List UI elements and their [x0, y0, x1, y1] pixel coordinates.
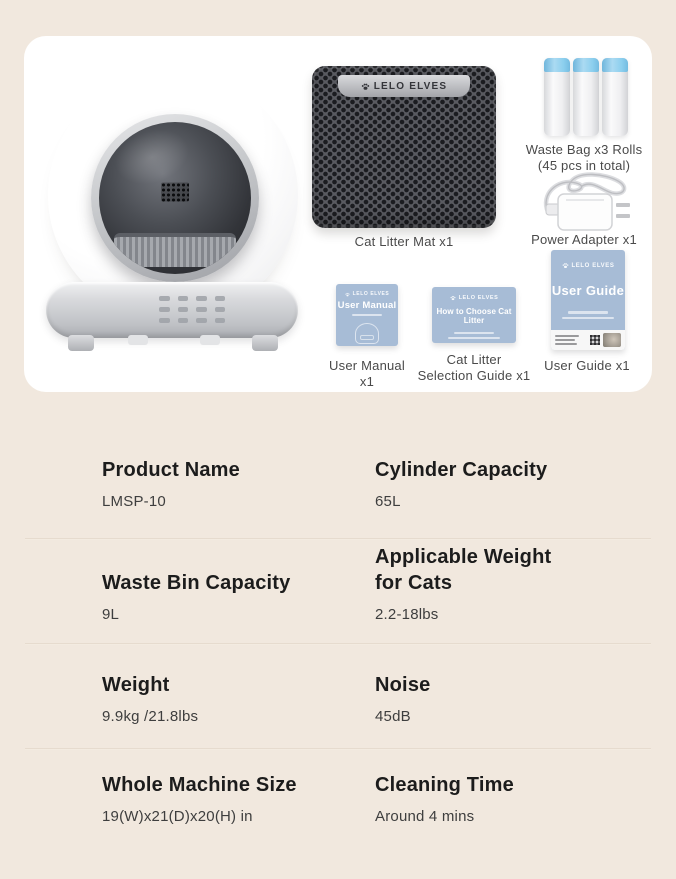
spec-label: Cylinder Capacity [375, 459, 548, 481]
selection-guide-brand [432, 295, 516, 301]
user-guide-text-bar [562, 317, 614, 319]
control-icon [215, 296, 226, 301]
spec-label: Weight [102, 674, 170, 696]
mat-brand-strip [338, 75, 470, 97]
spec-value: 19(W)x21(D)x20(H) in [102, 808, 253, 825]
control-icon [178, 307, 189, 312]
manual-subtitle-bar [352, 314, 382, 316]
spec-value: 9L [102, 606, 120, 623]
spec-row-2 [102, 545, 582, 625]
spec-value: 45dB [375, 708, 411, 725]
waste-bag-label-line2: (45 pcs in total) [537, 158, 631, 173]
user-guide-label: User Guide x1 [544, 358, 630, 373]
waste-bags-image [542, 56, 630, 136]
text-bar [555, 335, 579, 337]
user-manual-image [336, 284, 398, 346]
control-icon [196, 318, 207, 323]
spec-label: Product Name [102, 459, 240, 481]
selection-guide-text-bar [454, 332, 494, 334]
text-bar [555, 343, 577, 345]
user-manual-label: User Manual x1 [329, 358, 405, 389]
power-adapter-image [532, 170, 644, 234]
user-guide-image [551, 250, 625, 350]
manual-title: User Manual [337, 300, 397, 311]
selection-guide-title: How to Choose Cat Litter [436, 307, 512, 325]
waste-bag-roll [544, 58, 570, 136]
selection-guide-label-line1: Cat Litter [446, 352, 502, 367]
spec-value: 65L [375, 493, 401, 510]
waste-bag-roll [602, 58, 628, 136]
spec-label: Cleaning Time [375, 774, 514, 796]
mat-label: Cat Litter Mat x1 [354, 234, 454, 249]
spec-value: Around 4 mins [375, 808, 475, 825]
spec-cell-noise [375, 659, 565, 727]
machine-door-glass [99, 122, 251, 274]
spec-value: 9.9kg /21.8lbs [102, 708, 199, 725]
spec-cell-cleaning-time [375, 759, 565, 827]
cat-litter-mat-image [312, 66, 496, 228]
machine-tab [128, 335, 148, 345]
control-icon [159, 296, 170, 301]
cat-photo [603, 333, 621, 347]
paw-icon [562, 262, 569, 269]
mat-brand-text: LELO ELVES [373, 80, 448, 92]
user-guide-title: User Guide [551, 283, 625, 298]
power-adapter-drawing [532, 170, 644, 234]
user-guide-back-strip [551, 330, 625, 350]
machine-foot [68, 335, 94, 351]
power-adapter-label: Power Adapter x1 [531, 232, 637, 247]
bag-cap [573, 58, 599, 72]
spec-row-3 [102, 659, 582, 727]
manual-brand-text: LELO ELVES [352, 291, 390, 297]
spec-label: Waste Bin Capacity [102, 572, 291, 594]
paw-icon [345, 292, 350, 297]
spec-label: Whole Machine Size [102, 774, 297, 796]
selection-guide-label-line2: Selection Guide x1 [417, 368, 531, 383]
bag-cap [544, 58, 570, 72]
control-icon [196, 307, 207, 312]
row-divider [25, 538, 651, 540]
manual-brand [336, 291, 398, 297]
machine-tab [200, 335, 220, 345]
control-icon [159, 318, 170, 323]
machine-foot [252, 335, 278, 351]
control-icon [196, 296, 207, 301]
control-icon [215, 318, 226, 323]
spec-label: Applicable Weight for Cats [375, 546, 552, 594]
spec-cell-waste-bin-capacity [102, 545, 375, 625]
user-guide-text-bar [568, 311, 608, 314]
paw-icon [361, 82, 370, 91]
row-divider [25, 748, 651, 750]
bag-cap [602, 58, 628, 72]
spec-label: Noise [375, 674, 431, 696]
selection-guide-label [409, 352, 539, 384]
spec-cell-machine-size [102, 759, 375, 827]
waste-bag-label-line1: Waste Bag x3 Rolls [525, 142, 643, 157]
selection-guide-image [432, 287, 516, 343]
spec-cell-cylinder-capacity [375, 444, 565, 512]
whats-in-the-box-card [24, 36, 652, 392]
qr-code [590, 335, 600, 345]
control-icon [178, 318, 189, 323]
selection-guide-text-bar [448, 337, 500, 339]
waste-bag-roll [573, 58, 599, 136]
selection-guide-brand-text: LELO ELVES [458, 295, 499, 301]
control-icon [178, 296, 189, 301]
litter-screen [114, 233, 236, 267]
user-guide-brand-text: LELO ELVES [571, 262, 615, 269]
spec-row-4 [102, 759, 582, 827]
control-icon [159, 307, 170, 312]
spec-value: LMSP-10 [102, 493, 166, 510]
paw-icon [450, 295, 456, 301]
spec-cell-applicable-weight [375, 545, 565, 625]
text-bar [555, 339, 575, 341]
spec-cell-weight [102, 659, 375, 727]
spec-value: 2.2-18lbs [375, 606, 439, 623]
litter-box-machine-image [24, 36, 324, 366]
user-guide-brand [551, 262, 625, 269]
row-divider [25, 643, 651, 645]
back-strip-text-bars [555, 335, 587, 345]
control-panel-icons [159, 295, 225, 323]
machine-outline-icon [355, 323, 379, 344]
spec-cell-product-name [102, 444, 375, 512]
spec-row-1 [102, 444, 582, 512]
vent-grid-icon [161, 182, 189, 201]
control-icon [215, 307, 226, 312]
